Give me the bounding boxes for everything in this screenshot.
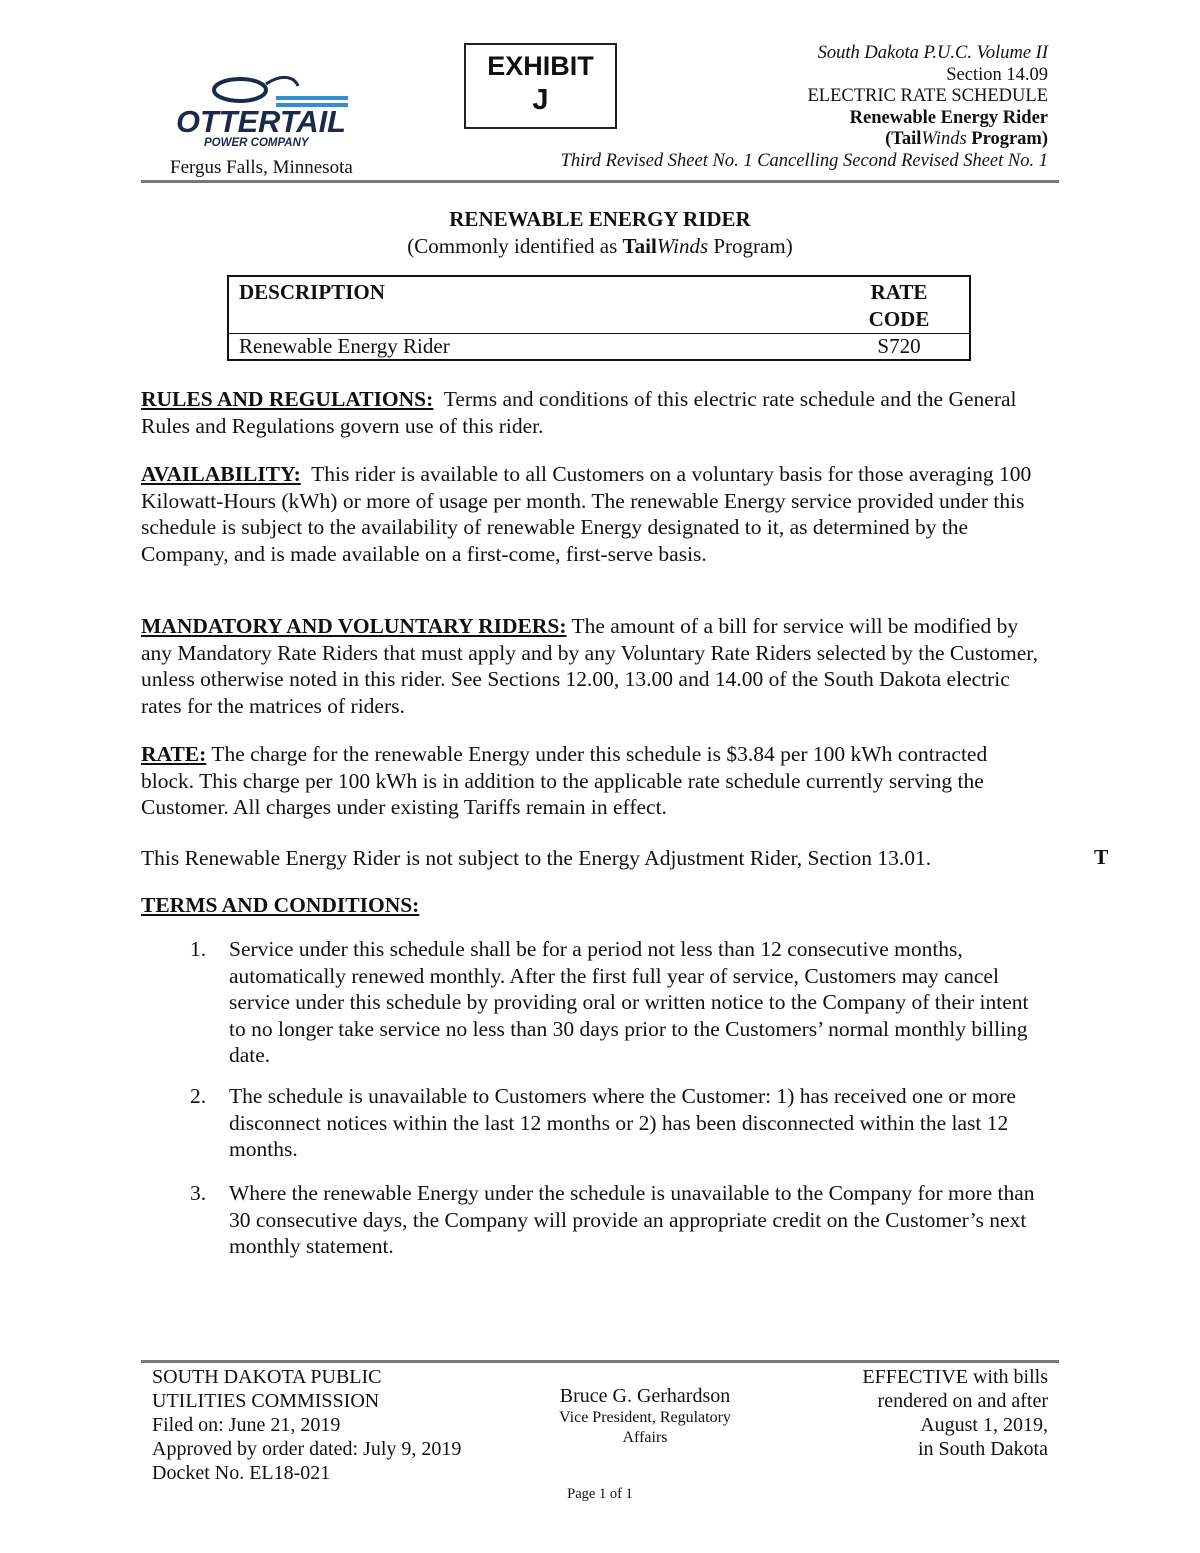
list-item xyxy=(190,1180,1050,1260)
table-row xyxy=(228,334,970,361)
col-header-rate: RATE xyxy=(870,280,928,304)
list-item-text: Service under this schedule shall be for a period not less than 12 consecutive months, automatically renewed monthly. After the first full year of service, Customers may cancel service under this schedule by providing oral or written notice to the Company of their intent to no longer take service no less than 30 days prior to the Customers’ normal monthly billing date. xyxy=(229,937,1029,1067)
list-item-number: 1. xyxy=(190,937,207,961)
col-header-code: CODE xyxy=(868,307,930,331)
row-code: S720 xyxy=(877,334,921,358)
docket-number: Docket No. EL18-021 xyxy=(152,1462,331,1484)
rules-paragraph xyxy=(141,386,1041,439)
riders-paragraph xyxy=(141,613,1041,719)
availability-heading: AVAILABILITY: xyxy=(141,462,301,486)
volume-line: South Dakota P.U.C. Volume II xyxy=(817,43,1048,63)
exhibit-letter: J xyxy=(532,84,549,116)
rate-paragraph xyxy=(141,741,1041,821)
section-line: Section 14.09 xyxy=(946,64,1048,85)
col-header-description: DESCRIPTION xyxy=(228,276,829,334)
schedule-header xyxy=(561,43,1048,172)
rules-heading: RULES AND REGULATIONS: xyxy=(141,387,434,411)
signer-title-2: Affairs xyxy=(622,1429,668,1446)
list-item xyxy=(190,936,1050,1069)
approved-date: Approved by order dated: July 9, 2019 xyxy=(152,1438,462,1460)
program-close: Program) xyxy=(966,129,1048,149)
effective-info xyxy=(862,1365,1048,1461)
list-item-number: 3. xyxy=(190,1181,207,1205)
page-number: Page 1 of 1 xyxy=(567,1486,633,1502)
company-city: Fergus Falls, Minnesota xyxy=(170,157,353,178)
schedule-line: ELECTRIC RATE SCHEDULE xyxy=(807,86,1048,106)
program-line xyxy=(561,129,1048,151)
list-item-text: The schedule is unavailable to Customers where the Customer: 1) has received one or more disconnect notices within the last 12 months or 2) has been disconnected within the last 12 months. xyxy=(229,1084,1016,1161)
rider-name-line: Renewable Energy Rider xyxy=(849,107,1048,128)
rate-heading: RATE: xyxy=(141,742,207,766)
sheet-line: Third Revised Sheet No. 1 Cancelling Second Revised Sheet No. 1 xyxy=(560,150,1048,171)
subtitle-bold: Tail xyxy=(622,234,657,258)
signer-block xyxy=(520,1385,770,1448)
subtitle-italic: Winds xyxy=(656,234,709,258)
change-mark: T xyxy=(1094,845,1109,869)
riders-heading: MANDATORY AND VOLUNTARY RIDERS: xyxy=(141,614,567,638)
subtitle-post: Program) xyxy=(708,234,793,258)
list-item xyxy=(190,1083,1050,1163)
otter-tail-logo-graphic xyxy=(176,72,356,150)
company-logo xyxy=(176,72,356,150)
logo-wordmark: OTTERTAIL xyxy=(176,104,346,139)
logo-subtitle: POWER COMPANY xyxy=(204,137,309,149)
exhibit-label: EXHIBIT xyxy=(487,51,594,81)
table-header-row xyxy=(228,276,970,334)
availability-paragraph xyxy=(141,461,1041,567)
row-description: Renewable Energy Rider xyxy=(239,334,450,358)
filed-date: Filed on: June 21, 2019 xyxy=(152,1414,341,1436)
commission-line-2: UTILITIES COMMISSION xyxy=(152,1390,380,1412)
col-header-rate-code xyxy=(829,276,970,334)
effective-line-4: in South Dakota xyxy=(918,1438,1048,1460)
effective-line-1: EFFECTIVE with bills xyxy=(862,1366,1048,1388)
footer-divider xyxy=(141,1360,1059,1363)
commission-line-1: SOUTH DAKOTA PUBLIC xyxy=(152,1366,382,1388)
filing-info xyxy=(152,1365,461,1485)
effective-line-2: rendered on and after xyxy=(877,1390,1048,1412)
rules-text: Terms and conditions of this electric rate schedule and the General Rules and Regulations govern use of this rider. xyxy=(141,387,1017,438)
rate-code-table xyxy=(227,275,971,361)
document-title: RENEWABLE ENERGY RIDER xyxy=(449,207,751,231)
program-open: (Tail xyxy=(885,129,922,149)
program-italic: Winds xyxy=(921,129,967,149)
signer-title-1: Vice President, Regulatory xyxy=(559,1409,731,1426)
document-subtitle xyxy=(0,234,1200,259)
signer-name: Bruce G. Gerhardson xyxy=(559,1385,731,1407)
terms-heading: TERMS AND CONDITIONS: xyxy=(141,893,420,917)
header-divider xyxy=(141,180,1059,183)
subtitle-pre: (Commonly identified as xyxy=(407,234,623,258)
list-item-number: 2. xyxy=(190,1084,207,1108)
effective-line-3: August 1, 2019, xyxy=(920,1414,1048,1436)
riders-text: The amount of a bill for service will be modified by any Mandatory Rate Riders that must apply and by any Voluntary Rate Riders selected by the Customer, unless otherwise noted in this rider. See Sections 12.00, 13.00 and 14.00 of the South Dakota electric rates for the matrices of riders. xyxy=(141,614,1038,718)
availability-text: This rider is available to all Customers on a voluntary basis for those averaging 100 Kilowatt-Hours (kWh) or more of usage per month. The renewable Energy service provided under this schedule is subject to the availability of renewable Energy designated to it, as determined by the Company, and is made available on a first-come, first-serve basis. xyxy=(141,462,1032,566)
rate-text: The charge for the renewable Energy under this schedule is $3.84 per 100 kWh contracted block. This charge per 100 kWh is in addition to the applicable rate schedule currently serving the Customer. All charges under existing Tariffs remain in effect. xyxy=(141,742,988,819)
adjustment-note: This Renewable Energy Rider is not subject to the Energy Adjustment Rider, Section 13.01. xyxy=(141,846,932,870)
list-item-text: Where the renewable Energy under the schedule is unavailable to the Company for more than 30 consecutive days, the Company will provide an appropriate credit on the Customer’s next monthly statement. xyxy=(229,1181,1035,1258)
